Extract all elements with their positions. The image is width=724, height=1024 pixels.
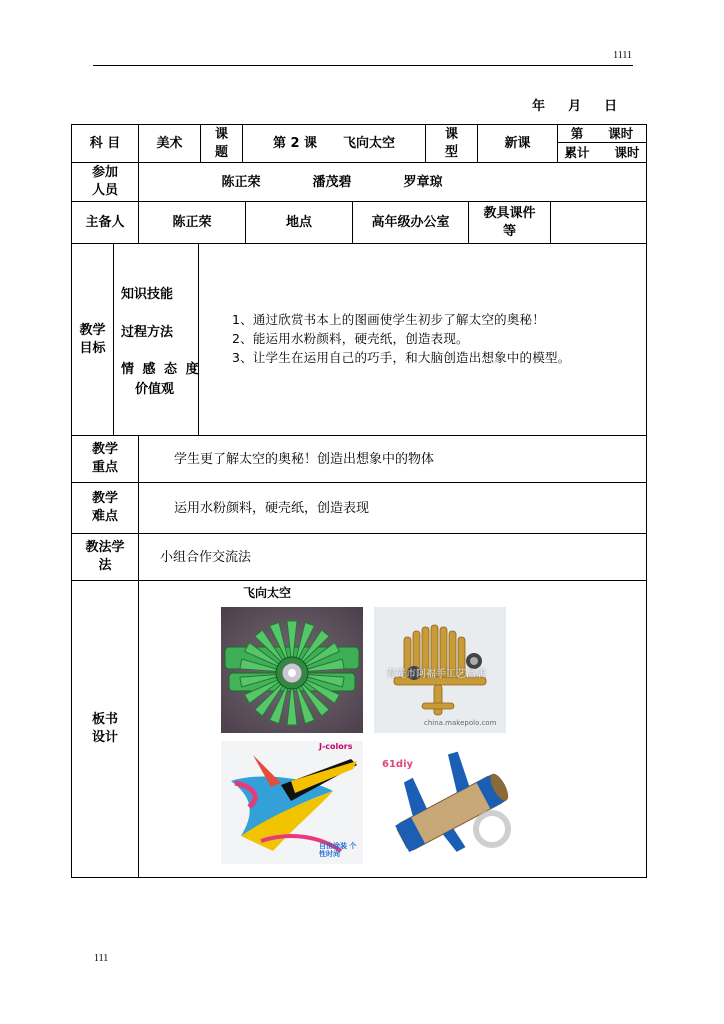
topic-label: 课题 [214, 126, 228, 160]
photo-flower-plane [221, 607, 363, 733]
key-points-text: 学生更了解太空的奥秘！创造出想象中的物体 [174, 451, 435, 467]
header-rule [93, 65, 633, 66]
place-value: 高年级办公室 [371, 215, 450, 230]
topic-value: 第 2 课 飞向太空 [272, 136, 396, 151]
photo-painted-glider [221, 741, 363, 864]
glider-caption: 自由涂装 个性时尚 [319, 842, 357, 858]
header-page-code: 1111 [613, 50, 632, 61]
goals-list [232, 310, 570, 367]
date-day: 日 [604, 99, 618, 114]
goal-dimension: 情 感 态 度 [121, 362, 201, 377]
goal-dimension: 知识技能 [121, 287, 174, 302]
goal-item: 1、通过欣赏书本上的图画使学生初步了解太空的奥秘！ [232, 312, 545, 327]
participants-label: 参加人员 [91, 165, 118, 198]
difficulties-text: 运用水粉颜料，硬壳纸，创造表现 [174, 500, 370, 516]
bullet-plane-watermark: 寿光市阿福手工艺品店 [386, 669, 486, 680]
flower-plane-image [221, 607, 363, 733]
type-label: 课型 [444, 126, 458, 160]
participant-name: 潘茂碧 [312, 174, 352, 190]
key-points-label: 教学重点 [91, 442, 118, 475]
photo-cardboard-rocket [374, 741, 520, 861]
lead-value: 陈正荣 [172, 215, 212, 230]
rocket-brand: 61diy [382, 759, 414, 770]
total-period-label: 累计 课时 [564, 145, 640, 160]
participant-name: 罗章琼 [403, 174, 443, 190]
date-year: 年 [532, 99, 546, 114]
date-line [532, 95, 617, 114]
glider-brand: J-colors [319, 742, 353, 751]
board-label: 板书设计 [91, 712, 118, 745]
goal-dimension: 过程方法 [121, 325, 174, 340]
subject-label: 科 目 [89, 136, 121, 151]
period-label: 第 课时 [570, 126, 634, 141]
lead-label: 主备人 [85, 215, 125, 230]
footer-page-code: 111 [94, 953, 109, 964]
place-label: 地点 [285, 215, 312, 230]
difficulties-label: 教学难点 [91, 491, 118, 524]
goal-dimension: 价值观 [135, 382, 175, 397]
goal-item: 2、能运用水粉颜料，硬壳纸，创造表现。 [232, 331, 469, 346]
tools-value [551, 202, 646, 243]
goals-label: 教学目标 [79, 322, 106, 356]
methods-label: 教法学法 [85, 540, 125, 573]
methods-text: 小组合作交流法 [160, 549, 252, 565]
goal-item: 3、让学生在运用自己的巧手，和大脑创造出想象中的模型。 [232, 350, 571, 365]
participant-name: 陈正荣 [221, 174, 261, 190]
photo-bullet-plane [374, 607, 506, 733]
bullet-plane-caption: china.makepolo.com [424, 719, 497, 727]
type-value: 新课 [504, 136, 531, 151]
board-title: 飞向太空 [243, 586, 292, 600]
date-month: 月 [568, 99, 582, 114]
tools-label: 教具课件等 [483, 205, 536, 239]
subject-value: 美术 [156, 136, 183, 151]
